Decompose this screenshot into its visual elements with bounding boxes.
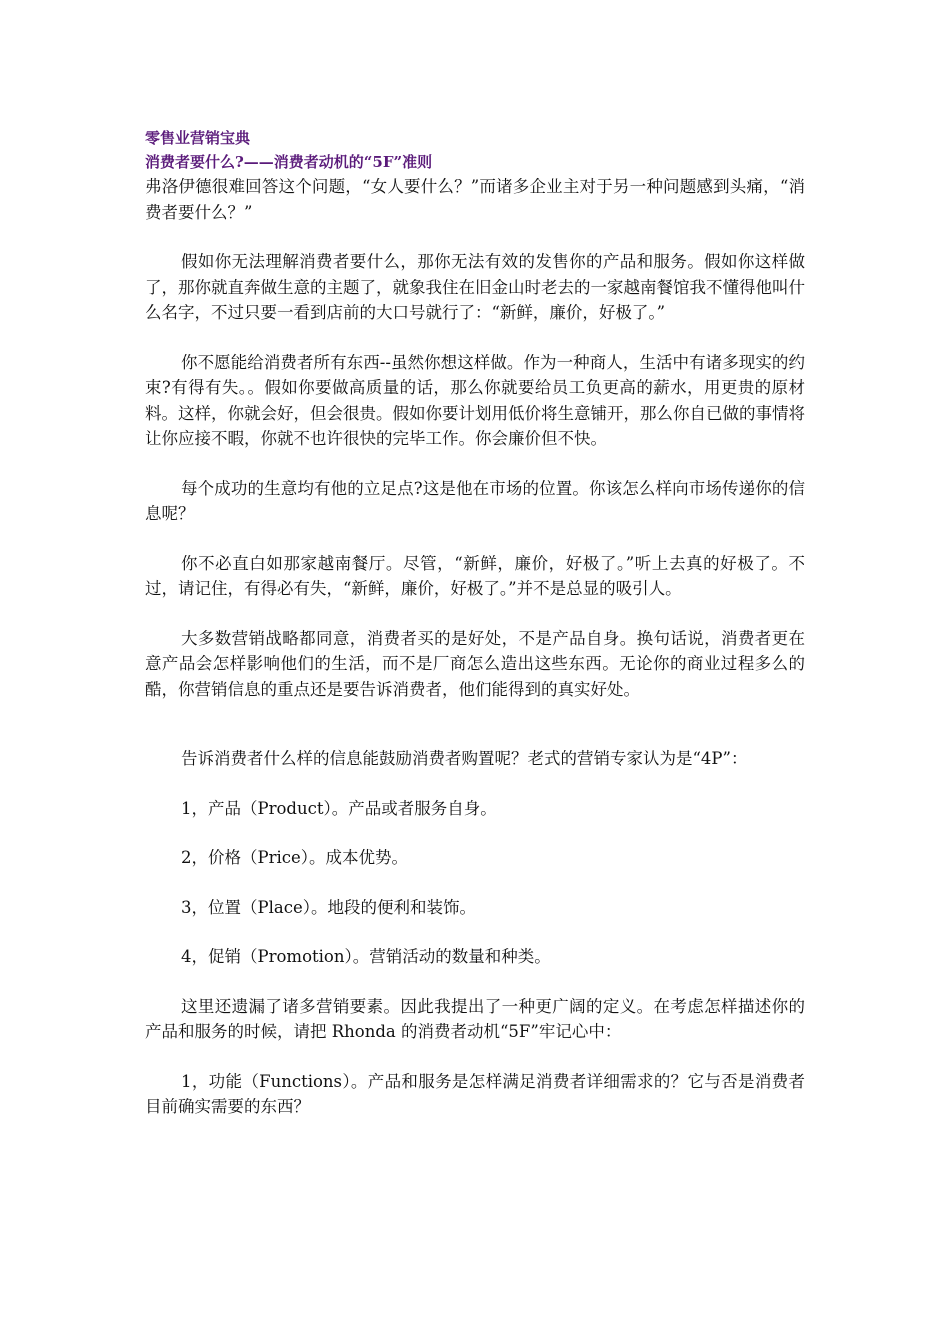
- list-item-product: 1，产品（Product）。产品或者服务自身。: [181, 798, 497, 818]
- document-page: [145, 126, 805, 1120]
- paragraph-3: 每个成功的生意均有他的立足点?这是他在市场的位置。你该怎么样向市场传递你的信息呢？: [145, 478, 805, 523]
- paragraph-2: 你不愿能给消费者所有东西--虽然你想这样做。作为一种商人，生活中有诸多现实的约束?有得有失。。假如你要做高质量的话，那么你就要给员工负更高的薪水，用更贵的原材料。这样，你就会好，但会很贵。假如你要计划用低价将生意铺开，那么你自已做的事情将让你应接不暇，你就不也许很快的完毕工作。你会廉价但不快。: [145, 352, 805, 448]
- paragraph-5: 大多数营销战略都同意，消费者买的是好处，不是产品自身。换句话说，消费者更在意产品会怎样影响他们的生活，而不是厂商怎么造出这些东西。无论你的商业过程多么的酷，你营销信息的重点还是要告诉消费者，他们能得到的真实好处。: [145, 628, 805, 699]
- list-item-price: 2，价格（Price）。成本优势。: [181, 848, 409, 867]
- paragraph-4: 你不必直白如那家越南餐厅。尽管，“新鲜，廉价，好极了。”听上去真的好极了。不过，请记住，有得必有失，“新鲜，廉价，好极了。”并不是总显的吸引人。: [145, 553, 805, 598]
- document-title: 零售业营销宝典: [145, 129, 251, 147]
- paragraph-functions: 1，功能（Functions）。产品和服务是怎样满足消费者详细需求的？它与否是消费者目前确实需要的东西？: [145, 1071, 805, 1116]
- document-subtitle: 消费者要什么?——消费者动机的“5F”准则: [145, 153, 433, 171]
- intro-paragraph: 弗洛伊德很难回答这个问题，“女人要什么？”而诸多企业主对于另一种问题感到头痛，“消费者要什么？”: [145, 177, 805, 222]
- list-item-promotion: 4，促销（Promotion）。营销活动的数量和种类。: [181, 947, 551, 966]
- paragraph-6: 告诉消费者什么样的信息能鼓励消费者购置呢？老式的营销专家认为是“4P”：: [181, 749, 748, 768]
- paragraph-7: 这里还遗漏了诸多营销要素。因此我提出了一种更广阔的定义。在考虑怎样描述你的产品和服务的时候，请把 Rhonda 的消费者动机“5F”牢记心中：: [145, 996, 805, 1041]
- paragraph-1: 假如你无法理解消费者要什么，那你无法有效的发售你的产品和服务。假如你这样做了，那你就直奔做生意的主题了，就象我住在旧金山时老去的一家越南餐馆我不懂得他叫什么名字，不过只要一看到店前的大口号就行了：“新鲜，廉价，好极了。”: [145, 252, 805, 322]
- list-item-place: 3，位置（Place）。地段的便利和装饰。: [181, 897, 476, 917]
